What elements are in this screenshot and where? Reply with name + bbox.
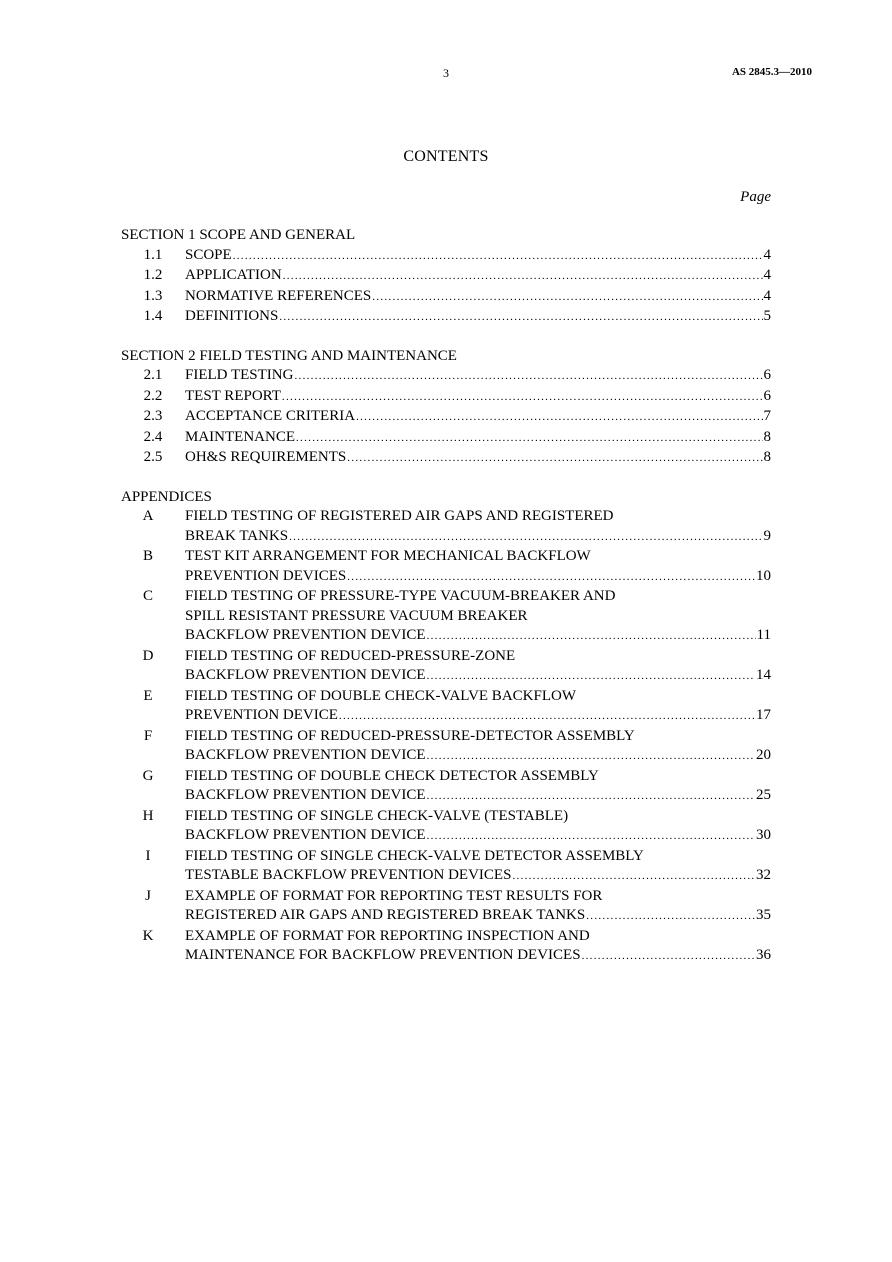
contents-title: CONTENTS: [403, 148, 489, 165]
entry-title: BACKFLOW PREVENTION DEVICE: [185, 667, 426, 683]
entry-number: 2.1: [143, 367, 163, 383]
dot-leader: [586, 907, 755, 927]
toc-clause-entry[interactable]: [121, 287, 771, 308]
entry-title: ACCEPTANCE CRITERIA: [185, 408, 356, 424]
entry-title-line: TEST KIT ARRANGEMENT FOR MECHANICAL BACKFLOW: [185, 548, 591, 564]
dot-leader: [282, 388, 763, 408]
entry-page-number: 17: [756, 707, 771, 723]
entry-title: PREVENTION DEVICE: [185, 707, 338, 723]
entry-number: G: [142, 767, 154, 784]
entry-number: 1.3: [143, 287, 163, 304]
dot-leader: [427, 627, 756, 647]
entry-number: 1.4: [143, 308, 163, 324]
entry-title: FIELD TESTING: [185, 367, 294, 383]
entry-number: 2.4: [143, 428, 163, 445]
entry-title: BACKFLOW PREVENTION DEVICE: [185, 827, 426, 843]
toc-appendix-entry[interactable]: [121, 587, 771, 647]
entry-page-number: 5: [763, 308, 771, 324]
entry-title-line: FIELD TESTING OF DOUBLE CHECK-VALVE BACKFLOW: [185, 687, 576, 704]
entry-page-number: 4: [763, 267, 771, 283]
entry-page-number: 8: [763, 428, 771, 445]
dot-leader: [372, 288, 762, 308]
entry-page-number: 35: [756, 907, 771, 923]
dot-leader: [347, 449, 762, 469]
toc-clause-entry[interactable]: [121, 307, 771, 328]
section-heading: SECTION 2 FIELD TESTING AND MAINTENANCE: [121, 347, 457, 364]
section-gap: [121, 328, 771, 347]
toc-appendix-entry[interactable]: [121, 507, 771, 547]
entry-number: 2.3: [143, 408, 163, 424]
entry-title-line: FIELD TESTING OF SINGLE CHECK-VALVE DETECTOR ASSEMBLY: [185, 847, 644, 864]
entry-title-line: FIELD TESTING OF PRESSURE-TYPE VACUUM-BREAKER AND: [185, 588, 616, 604]
toc-clause-entry[interactable]: [121, 246, 771, 267]
entry-number: 1.2: [143, 267, 163, 283]
entry-number: I: [145, 847, 151, 864]
entry-title: BACKFLOW PREVENTION DEVICE: [185, 787, 426, 803]
entry-title: DEFINITIONS: [185, 308, 279, 324]
toc-appendix-entry[interactable]: [121, 547, 771, 587]
toc-clause-entry[interactable]: [121, 448, 771, 469]
dot-leader: [427, 787, 755, 807]
dot-leader: [279, 308, 762, 328]
document-reference: AS 2845.3—2010: [731, 66, 812, 78]
entry-title-line: FIELD TESTING OF DOUBLE CHECK DETECTOR ASSEMBLY: [185, 767, 599, 784]
toc-clause-entry[interactable]: [121, 366, 771, 387]
entry-title-line: FIELD TESTING OF REGISTERED AIR GAPS AND REGISTERED: [185, 508, 614, 524]
section-heading: APPENDICES: [121, 488, 212, 505]
entry-page-number: 4: [763, 246, 771, 263]
toc-appendix-entry[interactable]: [121, 927, 771, 967]
entry-title-line: EXAMPLE OF FORMAT FOR REPORTING INSPECTION AND: [185, 927, 590, 944]
toc-appendix-entry[interactable]: [121, 647, 771, 687]
entry-title: REGISTERED AIR GAPS AND REGISTERED BREAK TANKS: [185, 907, 586, 923]
entry-number: 2.5: [143, 449, 163, 465]
entry-number: 2.2: [143, 387, 163, 404]
entry-title: BACKFLOW PREVENTION DEVICE: [185, 627, 426, 643]
toc-clause-entry[interactable]: [121, 407, 771, 428]
dot-leader: [289, 528, 762, 548]
entry-title: NORMATIVE REFERENCES: [185, 287, 372, 304]
entry-number: C: [142, 588, 153, 604]
toc-appendix-entry[interactable]: [121, 847, 771, 887]
entry-number: J: [145, 887, 151, 904]
entry-page-number: 32: [756, 867, 771, 883]
dot-leader: [283, 267, 763, 287]
entry-page-number: 10: [756, 567, 771, 584]
toc-clause-entry[interactable]: [121, 266, 771, 287]
entry-number: K: [142, 927, 154, 944]
entry-number: A: [142, 508, 154, 524]
dot-leader: [347, 568, 755, 588]
entry-page-number: 30: [756, 827, 771, 843]
toc-appendix-entry[interactable]: [121, 727, 771, 767]
section-heading: SECTION 1 SCOPE AND GENERAL: [121, 227, 356, 243]
entry-page-number: 36: [756, 947, 771, 963]
entry-title-line: FIELD TESTING OF REDUCED-PRESSURE-DETECTOR ASSEMBLY: [185, 727, 635, 744]
entry-title-line: FIELD TESTING OF SINGLE CHECK-VALVE (TESTABLE): [185, 807, 569, 824]
entry-number: F: [143, 727, 153, 744]
entry-title-line: EXAMPLE OF FORMAT FOR REPORTING TEST RESULTS FOR: [185, 887, 603, 904]
dot-leader: [339, 707, 755, 727]
entry-page-number: 20: [756, 747, 771, 763]
entry-title: TEST REPORT: [185, 387, 281, 404]
dot-leader: [427, 667, 755, 687]
entry-title: PREVENTION DEVICES: [185, 567, 347, 584]
toc-appendix-entry[interactable]: [121, 767, 771, 807]
page-number: 3: [443, 66, 449, 80]
entry-number: B: [142, 548, 153, 564]
entry-page-number: 9: [763, 527, 771, 544]
entry-page-number: 8: [763, 449, 771, 465]
entry-title: BREAK TANKS: [185, 527, 289, 544]
entry-number: 1.1: [143, 246, 163, 263]
entry-number: D: [142, 647, 154, 664]
dot-leader: [356, 408, 762, 428]
entry-page-number: 6: [763, 387, 771, 404]
toc-appendix-entry[interactable]: [121, 687, 771, 727]
toc-appendix-entry[interactable]: [121, 807, 771, 847]
dot-leader: [582, 947, 755, 967]
entry-title: APPLICATION: [185, 267, 282, 283]
entry-title: OH&S REQUIREMENTS: [185, 449, 347, 465]
toc-clause-entry[interactable]: [121, 387, 771, 408]
table-of-contents: [121, 226, 771, 967]
entry-number: E: [143, 687, 153, 704]
dot-leader: [427, 827, 755, 847]
entry-title: TESTABLE BACKFLOW PREVENTION DEVICES: [185, 867, 512, 883]
entry-page-number: 14: [756, 667, 771, 683]
entry-page-number: 7: [763, 408, 771, 424]
dot-leader: [427, 747, 755, 767]
dot-leader: [296, 429, 763, 449]
dot-leader: [294, 367, 762, 387]
entry-page-number: 25: [756, 787, 771, 803]
page-column-label: Page: [740, 189, 771, 205]
section-gap: [121, 469, 771, 488]
entry-title: BACKFLOW PREVENTION DEVICE: [185, 747, 426, 763]
entry-page-number: 11: [756, 627, 771, 643]
entry-title-line: SPILL RESISTANT PRESSURE VACUUM BREAKER: [185, 607, 528, 624]
dot-leader: [512, 867, 755, 887]
entry-title: SCOPE: [185, 246, 232, 263]
entry-title: MAINTENANCE: [185, 428, 295, 445]
toc-appendix-entry[interactable]: [121, 887, 771, 927]
entry-page-number: 4: [763, 287, 771, 304]
entry-title: MAINTENANCE FOR BACKFLOW PREVENTION DEVICES: [185, 947, 581, 963]
dot-leader: [233, 247, 763, 267]
toc-clause-entry[interactable]: [121, 428, 771, 449]
entry-page-number: 6: [763, 367, 771, 383]
entry-number: H: [142, 807, 154, 824]
entry-title-line: FIELD TESTING OF REDUCED-PRESSURE-ZONE: [185, 647, 516, 664]
